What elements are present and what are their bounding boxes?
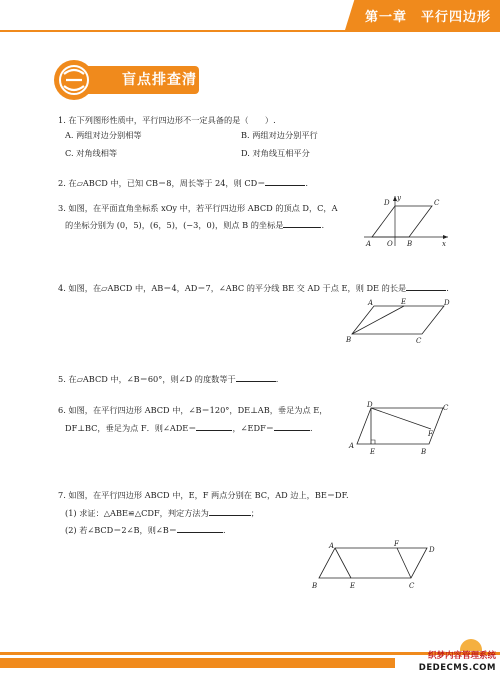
- figure-q6: [343, 398, 453, 458]
- question-7-part-1-end: ；: [250, 508, 259, 518]
- question-2: [58, 176, 308, 189]
- fig3-label-A: A: [366, 240, 372, 248]
- answer-blank: [209, 506, 251, 516]
- fig6-label-B: B: [421, 448, 427, 456]
- fig7-label-D: D: [429, 546, 435, 554]
- answer-blank: [196, 421, 232, 431]
- fig6-label-C: C: [443, 404, 449, 412]
- question-2-text: 2. 在▱ABCD 中，已知 CB＝8，周长等于 24，则 CD＝: [58, 178, 266, 188]
- section-badge: [52, 58, 202, 102]
- question-1-option-b: B. 两组对边分别平行: [241, 130, 318, 140]
- fig4-label-B: B: [346, 336, 352, 344]
- question-6-line-1: 6. 如图，在平行四边形 ABCD 中，∠B＝120°，DE⊥AB，垂足为点 E，: [58, 405, 328, 415]
- question-5-end: .: [275, 374, 279, 384]
- fig4-label-C: C: [416, 337, 422, 345]
- answer-blank: [283, 218, 321, 228]
- answer-blank: [274, 421, 310, 431]
- question-2-end: .: [305, 178, 309, 188]
- question-7-line-3: [65, 523, 226, 536]
- question-1-option-c: C. 对角线相等: [65, 148, 118, 158]
- chapter-title: 第一章 平行四边形: [365, 10, 492, 25]
- question-6-text-b: ，∠EDF＝: [232, 423, 274, 433]
- question-6-line-2: [65, 421, 313, 434]
- question-4: [58, 281, 449, 294]
- fig6-label-A: A: [349, 442, 355, 450]
- fig6-label-D: D: [367, 401, 373, 409]
- header-divider: [0, 30, 500, 32]
- answer-blank: [406, 281, 446, 291]
- fig6-label-E: E: [370, 448, 376, 456]
- figure-q7: [305, 538, 445, 593]
- answer-blank: [236, 372, 276, 382]
- answer-blank: [265, 176, 305, 186]
- figure-q4: [344, 298, 454, 346]
- question-7-part-1: (1) 求证：△ABE≌△CDF，判定方法为: [65, 508, 209, 518]
- question-3-line-2: [65, 218, 324, 231]
- question-5-text: 5. 在▱ABCD 中，∠B＝60°，则∠D 的度数等于: [58, 374, 236, 384]
- question-3-end: .: [321, 220, 325, 230]
- fig3-label-C: C: [434, 199, 440, 207]
- question-3-line-1: 3. 如图，在平面直角坐标系 xOy 中，若平行四边形 ABCD 的顶点 D，C，A: [58, 203, 338, 213]
- fig3-label-O: O: [387, 240, 393, 248]
- question-7-line-1: 7. 如图，在平行四边形 ABCD 中，E，F 两点分别在 BC，AD 边上，BE＝DF.: [58, 490, 349, 500]
- watermark-text-cn: 织梦内容管理系统: [427, 651, 496, 661]
- question-1-option-d: D. 对角线互相平分: [241, 148, 310, 158]
- question-1-option-a: A. 两组对边分别相等: [65, 130, 142, 140]
- fig4-label-D: D: [444, 299, 450, 307]
- question-5: [58, 372, 278, 385]
- fig6-label-F: F: [428, 430, 433, 438]
- question-4-end: .: [446, 283, 449, 293]
- fig7-label-B: B: [312, 582, 318, 590]
- fig4-label-A: A: [368, 299, 374, 307]
- fig7-label-F: F: [394, 540, 399, 548]
- fig7-label-E: E: [350, 582, 356, 590]
- ornament-icon: [52, 58, 102, 102]
- fig7-label-C: C: [409, 582, 415, 590]
- question-6-text-a: DF⊥BC，垂足为点 F．则∠ADE＝: [65, 423, 197, 433]
- question-1-text: 1. 在下列图形性质中，平行四边形不一定具备的是（ ）.: [58, 115, 276, 125]
- footer-bar: [0, 658, 395, 668]
- watermark: [395, 645, 500, 681]
- fig3-label-B: B: [407, 240, 413, 248]
- question-3-text: 的坐标分别为 (0，5)，(6，5)，(−3，0)，则点 B 的坐标是: [65, 220, 284, 230]
- fig3-label-y: y: [397, 194, 401, 202]
- question-7-part-2: (2) 若∠BCD＝2∠B，则∠B＝: [65, 525, 177, 535]
- question-7-line-2: [65, 506, 259, 519]
- question-7-part-2-end: .: [222, 525, 226, 535]
- section-title: 盲点排查清: [122, 72, 197, 88]
- question-4-text: 4. 如图，在▱ABCD 中，AB＝4，AD＝7，∠ABC 的平分线 BE 交 AD 于点 E，则 DE 的长是: [58, 283, 407, 293]
- fig3-label-D: D: [384, 199, 390, 207]
- answer-blank: [177, 523, 223, 533]
- figure-q3: [362, 192, 452, 250]
- fig4-label-E: E: [401, 298, 407, 306]
- question-6-end: .: [309, 423, 313, 433]
- fig7-label-A: A: [329, 542, 335, 550]
- fig3-label-x: x: [442, 240, 446, 248]
- watermark-text-en: DEDECMS.COM: [418, 663, 496, 673]
